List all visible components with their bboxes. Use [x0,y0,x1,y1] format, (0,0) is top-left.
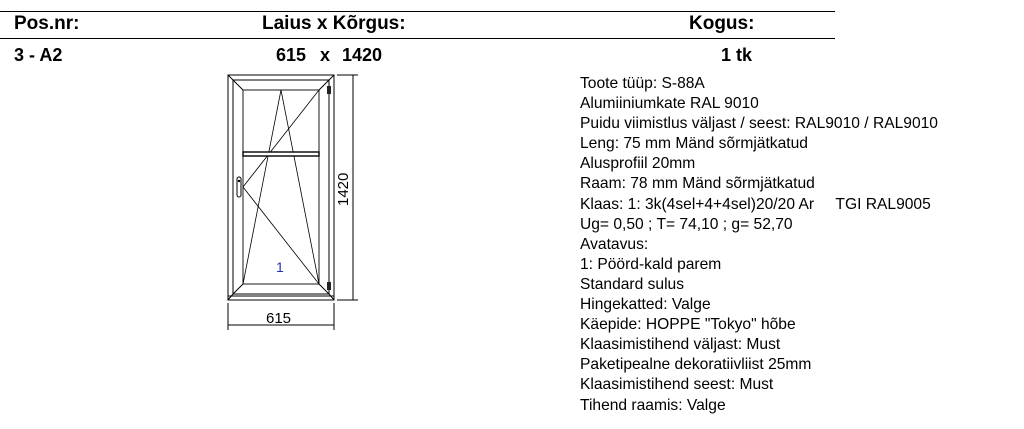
spec-line: Paketipealne dekoratiivliist 25mm [580,356,812,374]
tilt-indicator-right [281,90,319,284]
sash-number-label: 1 [276,259,284,275]
width-dimension-label: 615 [266,310,292,327]
spec-line: Avatavus: [580,235,649,253]
spec-line: Ug= 0,50 ; T= 74,10 ; g= 52,70 [580,215,793,233]
header-pos-label: Pos.nr: [14,13,80,34]
decorative-bar [243,152,319,156]
position-number: 3 - A2 [14,45,63,65]
spec-line: Puidu viimistlus väljast / seest: RAL9010 / RAL9010 [580,115,938,133]
height-dimension-label: 1420 [335,172,352,206]
spec-line: Alumiiniumkate RAL 9010 [580,95,759,113]
spec-list [580,74,938,416]
spec-line: Tihend raamis: Valge [580,396,726,414]
header-size-label: Laius x Kõrgus: [262,13,406,34]
height-value: 1420 [342,45,383,65]
times-sign: x [320,45,331,65]
spec-line: 1: Pöörd-kald parem [580,255,722,273]
spec-line: Hingekatted: Valge [580,296,711,314]
quantity-value: 1 tk [721,45,753,65]
spec-line: Klaasimistihend seest: Must [580,376,774,394]
turn-indicator-upper [243,90,319,187]
spec-line: Klaas: 1: 3k(4sel+4+4sel)20/20 Ar TGI RAL9005 [580,195,931,213]
width-value: 615 [276,45,307,65]
handle-icon [237,177,241,197]
spec-line: Leng: 75 mm Mänd sõrmjätkatud [580,135,808,153]
spec-line: Käepide: HOPPE "Tokyo" hõbe [580,316,796,334]
spec-line: Toote tüüp: S-88A [580,75,705,92]
spec-line: Raam: 78 mm Mänd sõrmjätkatud [580,175,815,193]
spec-line: Klaasimistihend väljast: Must [580,336,781,354]
spec-line: Standard sulus [580,275,685,293]
spec-line: Alusprofiil 20mm [580,155,696,173]
header-qty-label: Kogus: [689,13,755,34]
tilt-indicator-left [243,90,281,284]
glass-pane [243,90,319,284]
